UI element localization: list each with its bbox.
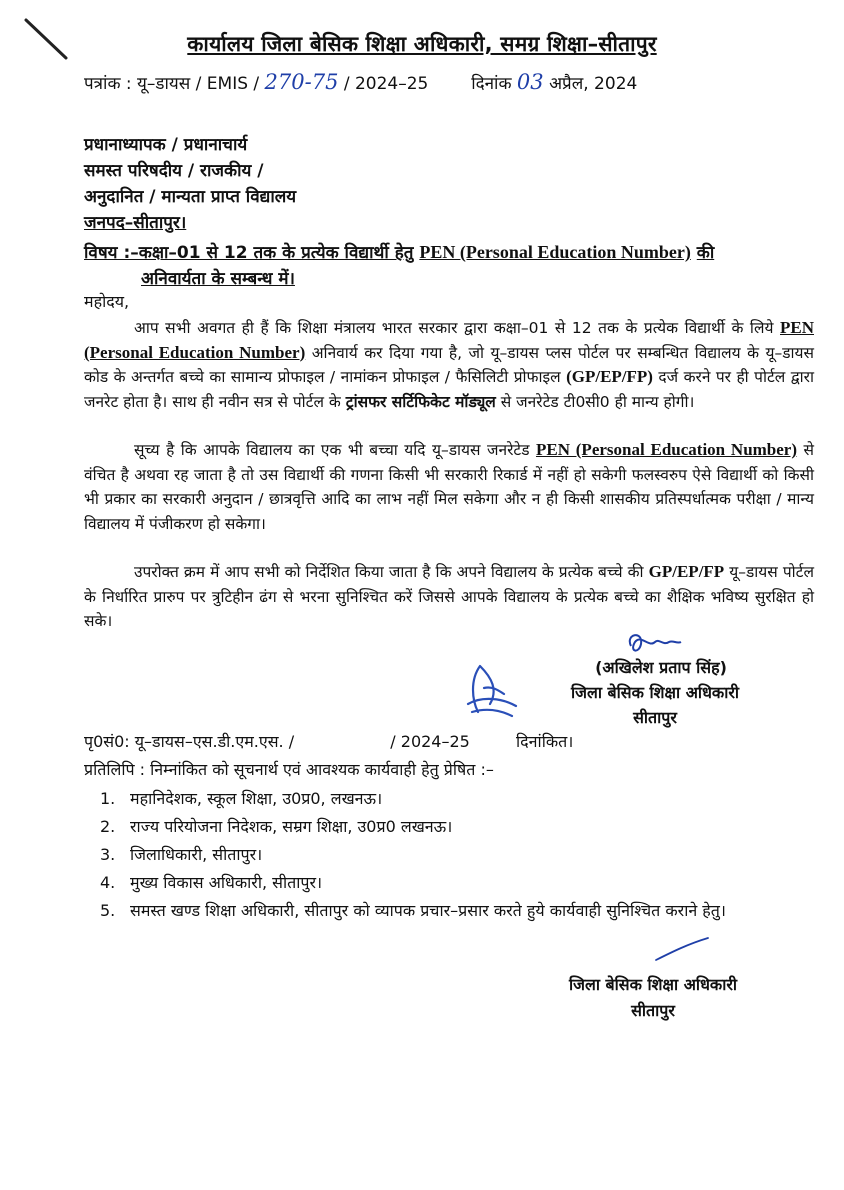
subject-line-2: अनिवार्यता के सम्बन्ध में। <box>141 269 295 289</box>
p1-tc-module: ट्रांसफर सर्टिफिकेट मॉड्यूल <box>345 392 496 411</box>
officer-name: (अखिलेश प्रताप सिंह) <box>595 658 727 677</box>
blue-initials-stamp <box>462 660 522 720</box>
addressee-line: प्रधानाध्यापक / प्रधानाचार्य <box>84 135 248 155</box>
final-designation: जिला बेसिक शिक्षा अधिकारी <box>568 975 738 994</box>
p3-text: उपरोक्त क्रम में आप सभी को निर्देशित किया जाता है कि अपने विद्यालय के प्रत्येक बच्चे की <box>134 563 644 581</box>
final-place: सीतापुर <box>631 1001 675 1020</box>
subject-prefix: विषय :–कक्षा–01 से 12 तक के प्रत्येक विद्यार्थी हेतु <box>84 243 414 263</box>
body-paragraph-2 <box>84 438 814 536</box>
list-item: 3. जिलाधिकारी, सीतापुर। <box>100 845 263 864</box>
addressee-district: जनपद–सीतापुर। <box>84 213 187 233</box>
list-item: 5. समस्त खण्ड शिक्षा अधिकारी, सीतापुर को व्यापक प्रचार–प्रसार करते हुये कार्यवाही सुनिश्चित कराने हेतु। <box>100 901 726 920</box>
letter-ref-year: / 2024–25 <box>343 74 429 94</box>
letter-ref-prefix: पत्रांक : यू–डायस / EMIS / <box>84 74 260 94</box>
letter-ref-number: 270-75 <box>264 70 339 94</box>
p1-text: दर्ज करने पर ही पोर्टल द्वारा जनरेट होता है। साथ ही नवीन सत्र से पोर्टल के <box>84 368 814 411</box>
body-paragraph-3 <box>84 560 814 634</box>
p1-gp-ep-fp: (GP/EP/FP) <box>566 367 653 386</box>
subject-pen: PEN (Personal Education Number) <box>419 242 691 262</box>
final-signature-block <box>548 972 758 1024</box>
addressee-line: अनुदानित / मान्यता प्राप्त विद्यालय <box>84 187 297 207</box>
p1-text: से जनरेटेड टी0सी0 ही मान्य होगी। <box>500 392 695 411</box>
endorsement-ref-prefix: पृ0सं0: यू–डायस–एस.डी.एम.एस. / <box>84 732 295 751</box>
officer-place: सीतापुर <box>633 708 677 727</box>
salutation: महोदय, <box>84 292 130 311</box>
p3-gp-ep-fp: GP/EP/FP <box>648 562 725 581</box>
p2-text: सूच्य है कि आपके विद्यालय का एक भी बच्चा यदि यू–डायस जनरेटेड <box>134 441 530 459</box>
date-label: दिनांक <box>471 74 512 94</box>
subject-line <box>84 240 714 263</box>
endorsement-ref-year: / 2024–25 <box>390 732 470 751</box>
subject-suffix: की <box>696 243 715 263</box>
endorsement-ref-date: दिनांकित। <box>516 732 574 751</box>
list-item: 2. राज्य परियोजना निदेशक, सम्रग शिक्षा, उ0प्र0 लखनऊ। <box>100 817 453 836</box>
copy-to-intro: प्रतिलिपि : निम्नांकित को सूचनार्थ एवं आवश्यक कार्यवाही हेतु प्रेषित :– <box>84 760 494 779</box>
list-item: 4. मुख्य विकास अधिकारी, सीतापुर। <box>100 873 323 892</box>
p1-text: अनिवार्य कर दिया गया है, जो यू–डायस प्लस पोर्टल पर सम्बन्धित विद्यालय के यू–डायस कोड के अन्तर्गत बच्चे का सामान्य प्रोफाइल / नामांकन प्रोफाइल / फैसिलिटी प्रोफाइल <box>84 343 814 386</box>
p2-pen: PEN (Personal Education Number) <box>535 440 798 459</box>
date-rest: अप्रैल, 2024 <box>549 74 638 94</box>
office-title: कार्यालय जिला बेसिक शिक्षा अधिकारी, समग्र शिक्षा–सीतापुर <box>187 32 657 56</box>
officer-designation: जिला बेसिक शिक्षा अधिकारी <box>570 683 740 702</box>
p3-text: यू–डायस पोर्टल के निर्धारित प्रारुप पर त्रुटिहीन ढंग से भरना सुनिश्चित करें जिससे आपके विद्यालय के प्रत्येक बच्चे का शैक्षिक भविष्य सुरक्षित हो सके। <box>84 563 814 630</box>
date-day: 03 <box>516 70 544 94</box>
addressee-line: समस्त परिषदीय / राजकीय / <box>84 161 264 181</box>
p1-pen: PEN (Personal Education Number) <box>84 318 814 362</box>
letter-reference-line <box>84 70 637 94</box>
p2-text: से वंचित है अथवा रह जाता है तो उस विद्यार्थी की गणना किसी भी सरकारी रिकार्ड में नहीं हो सकेगी फलस्वरुप ऐसे विद्यार्थी को किसी भी प्रकार का सरकारी अनुदान / छात्रवृत्ति आदि का लाभ नहीं मिल सकेगा और न ही किसी शासकीय प्रतिस्पर्धात्मक परीक्षा / मान्य विद्यालय में पंजीकरण हो सकेगा। <box>84 441 814 533</box>
list-item: 1. महानिदेशक, स्कूल शिक्षा, उ0प्र0, लखनऊ। <box>100 789 383 808</box>
body-paragraph-1 <box>84 316 814 414</box>
recipient-list <box>100 786 816 926</box>
endorsement-reference <box>84 730 573 752</box>
p1-text: आप सभी अवगत ही हैं कि शिक्षा मंत्रालय भारत सरकार द्वारा कक्षा–01 से 12 तक के प्रत्येक विद्यार्थी के लिये <box>134 319 774 337</box>
final-signature-stroke <box>652 936 712 966</box>
